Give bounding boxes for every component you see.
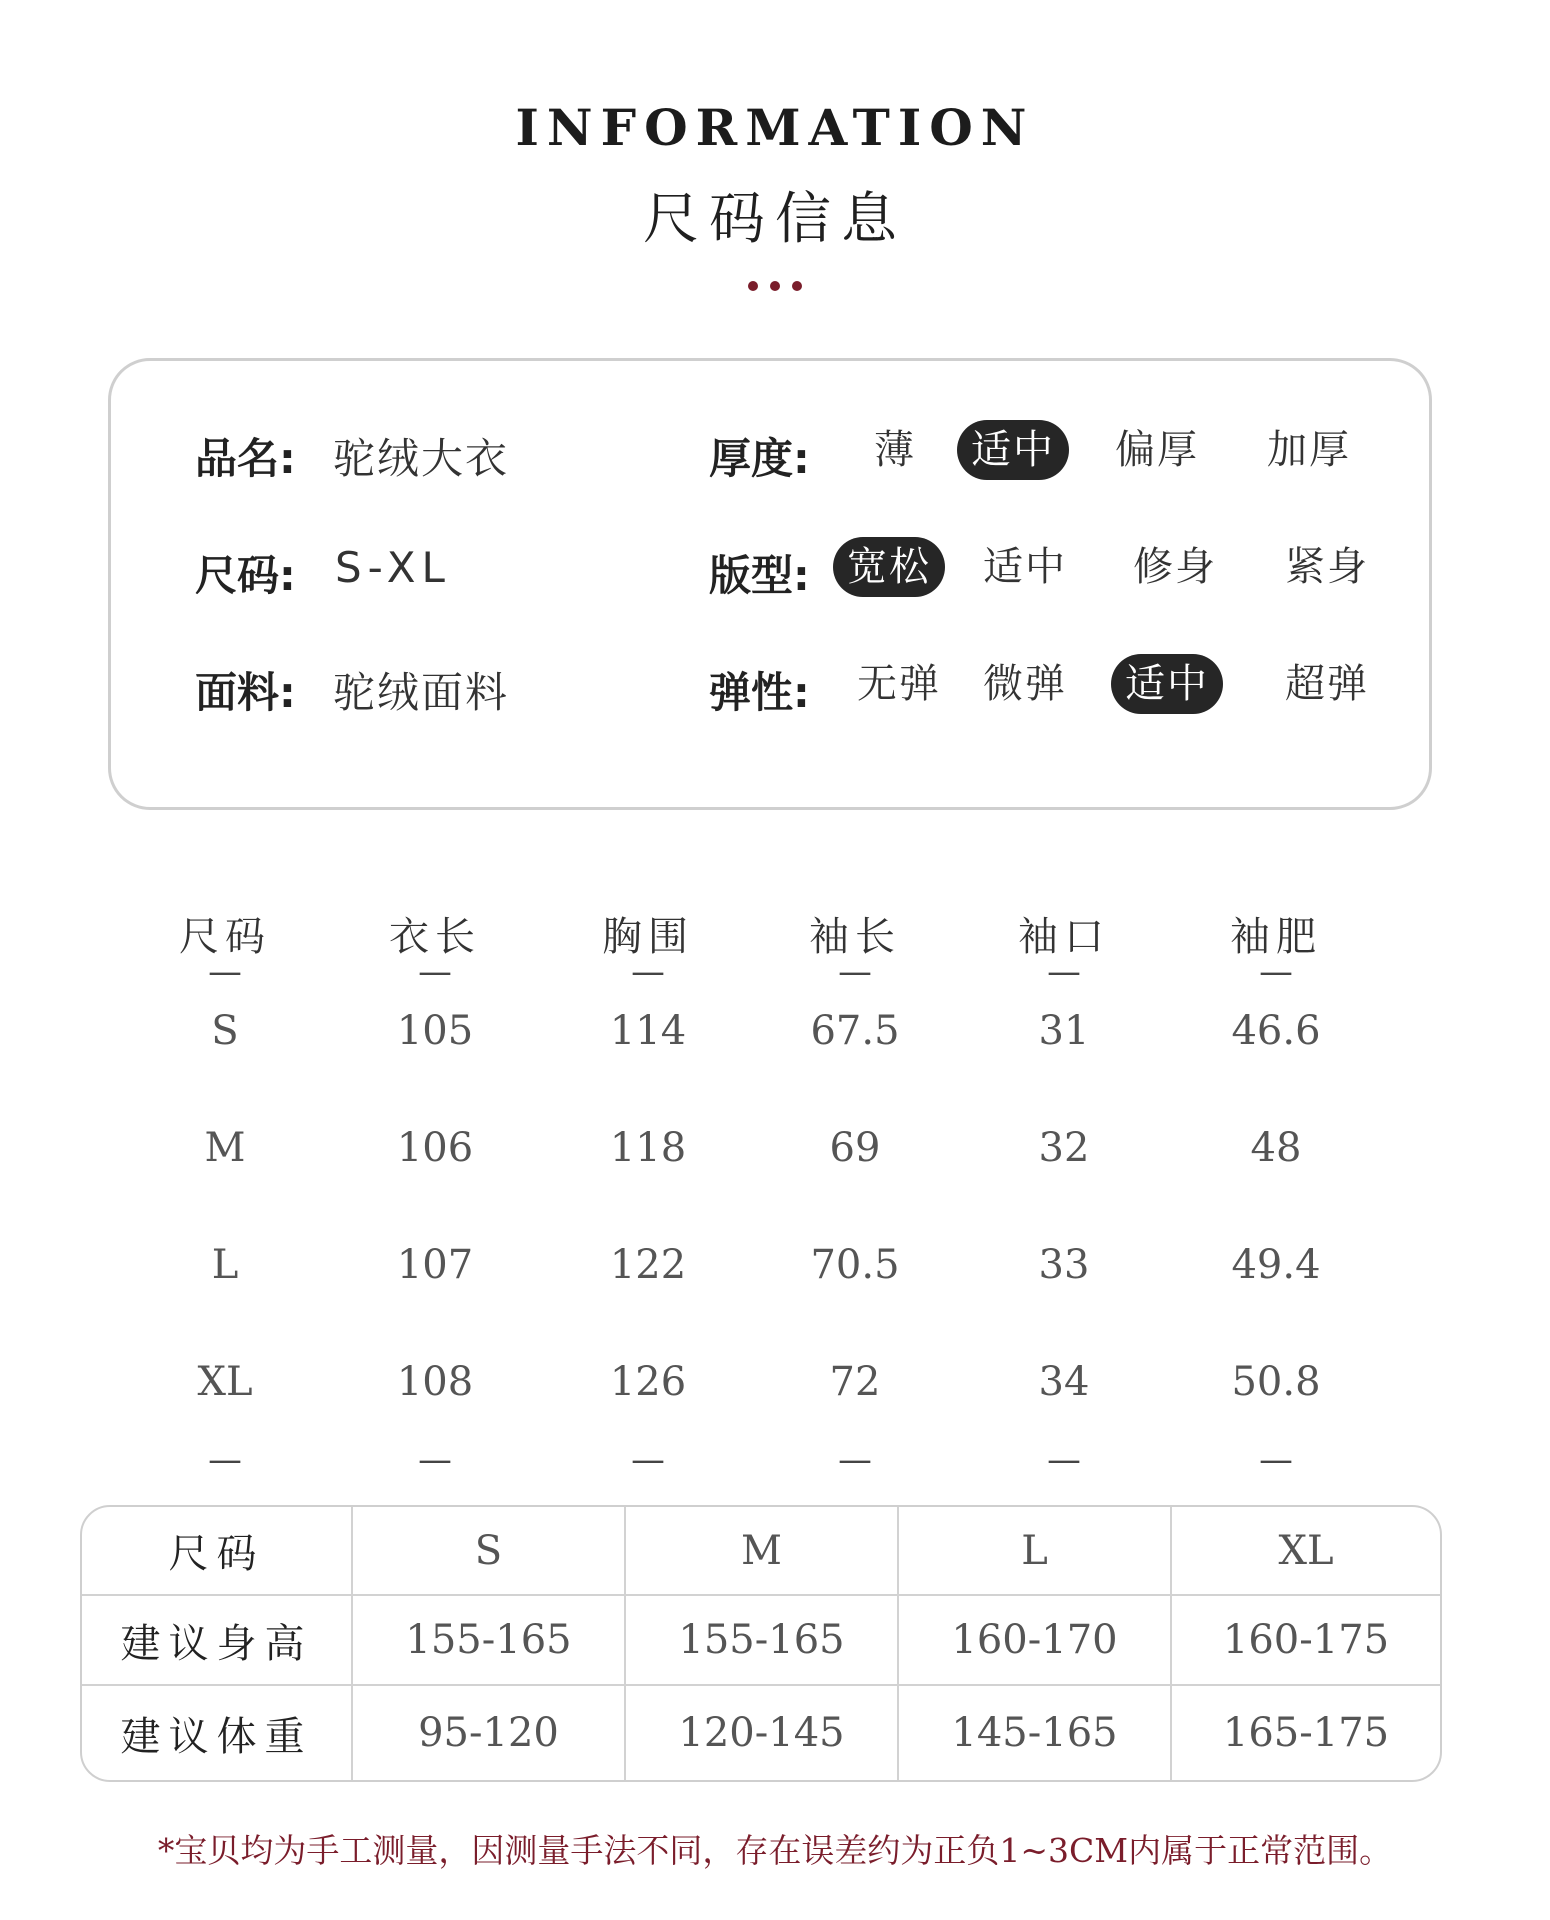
info-row-fabric-elasticity (111, 650, 1429, 720)
table-cell: 67.5 (810, 1008, 900, 1054)
measurement-note: *宝贝均为手工测量，因测量手法不同，存在误差约为正负1~3CM内属于正常范围。 (157, 1831, 1393, 1870)
table-cell: XL (197, 1359, 253, 1405)
table-cell: 108 (396, 1359, 474, 1405)
table-row (82, 1507, 1440, 1595)
col-header-cuff: 袖口 (1018, 914, 1110, 960)
rec-cell: 160-175 (1171, 1595, 1440, 1685)
table-cell: 70.5 (810, 1242, 900, 1288)
info-row-name-thickness (111, 416, 1429, 486)
table-cell: 32 (1038, 1125, 1090, 1171)
table-cell: 50.8 (1231, 1359, 1321, 1405)
header-dash: — (208, 952, 242, 992)
footer-dash: — (631, 1440, 665, 1480)
elasticity-option: 无弹 (857, 661, 941, 707)
thickness-option-selected: 适中 (957, 420, 1069, 480)
elasticity-option-selected: 适中 (1111, 654, 1223, 714)
table-cell: M (204, 1125, 246, 1171)
size-label: 尺码: (195, 551, 296, 600)
size-recommendation-table (80, 1505, 1442, 1782)
fit-option: 修身 (1133, 544, 1217, 590)
table-cell: 49.4 (1231, 1242, 1321, 1288)
table-row (82, 1685, 1440, 1780)
fit-label: 版型: (709, 551, 810, 600)
table-cell: 114 (609, 1008, 687, 1054)
table-cell: 48 (1250, 1125, 1302, 1171)
rec-cell: 95-120 (352, 1685, 625, 1780)
rec-cell: 165-175 (1222, 1710, 1390, 1756)
footer-dash: — (1047, 1440, 1081, 1480)
product-info-card (108, 358, 1432, 810)
dot (792, 281, 802, 291)
table-cell: L (211, 1242, 239, 1288)
dot (770, 281, 780, 291)
rec-header-cell: S (352, 1507, 625, 1595)
table-cell: 72 (829, 1359, 881, 1405)
page-title: 尺码信息 (643, 187, 907, 252)
header-dash: — (1259, 952, 1293, 992)
fabric-value: 驼绒面料 (333, 668, 510, 717)
elasticity-label: 弹性: (709, 668, 810, 717)
header-dash: — (1047, 952, 1081, 992)
footer-dash: — (838, 1440, 872, 1480)
footer-dash: — (1259, 1440, 1293, 1480)
fabric-label: 面料: (195, 668, 296, 717)
table-row (82, 1595, 1440, 1685)
thickness-label: 厚度: (709, 434, 810, 483)
col-header-chest: 胸围 (602, 914, 694, 960)
info-row-size-fit (111, 533, 1429, 603)
name-value: 驼绒大衣 (333, 434, 510, 483)
size-value: S-XL (335, 543, 451, 592)
table-cell: 105 (396, 1008, 474, 1054)
header-dash: — (418, 952, 452, 992)
col-header-size: 尺码 (179, 914, 271, 960)
col-header-sleeve-width: 袖肥 (1230, 914, 1322, 960)
section-eyebrow: INFORMATION (515, 98, 1035, 157)
elasticity-option: 超弹 (1285, 661, 1369, 707)
thickness-option: 偏厚 (1115, 427, 1199, 473)
table-cell: 34 (1038, 1359, 1090, 1405)
footer-dash: — (208, 1440, 242, 1480)
footer-dash: — (418, 1440, 452, 1480)
rec-row-weight-label: 建议体重 (82, 1685, 352, 1780)
elasticity-option: 微弹 (983, 661, 1067, 707)
table-cell: 46.6 (1231, 1008, 1321, 1054)
rec-header-size: 尺码 (82, 1507, 352, 1595)
col-header-length: 衣长 (389, 914, 481, 960)
title-dots (0, 276, 1550, 295)
rec-header-cell: M (625, 1507, 898, 1595)
fit-option: 紧身 (1285, 544, 1369, 590)
thickness-option: 薄 (874, 427, 916, 473)
table-cell: 107 (396, 1242, 474, 1288)
rec-header-cell: XL (1171, 1507, 1440, 1595)
table-cell: 31 (1038, 1008, 1090, 1054)
fit-option-selected: 宽松 (833, 537, 945, 597)
rec-cell: 145-165 (898, 1685, 1171, 1780)
header-dash: — (838, 952, 872, 992)
table-cell: 118 (609, 1125, 687, 1171)
rec-cell: 160-170 (898, 1595, 1171, 1685)
table-cell: S (211, 1008, 239, 1054)
rec-row-height-label: 建议身高 (82, 1595, 352, 1685)
rec-cell: 155-165 (352, 1595, 625, 1685)
table-cell: 126 (609, 1359, 687, 1405)
table-cell: 122 (609, 1242, 687, 1288)
rec-header-cell: L (898, 1507, 1171, 1595)
table-cell: 106 (396, 1125, 474, 1171)
fit-option: 适中 (983, 544, 1067, 590)
thickness-option: 加厚 (1267, 427, 1351, 473)
rec-cell: 155-165 (625, 1595, 898, 1685)
table-cell: 33 (1038, 1242, 1090, 1288)
rec-cell: 120-145 (625, 1685, 898, 1780)
name-label: 品名: (195, 434, 296, 483)
table-cell: 69 (829, 1125, 881, 1171)
header-dash: — (631, 952, 665, 992)
dot (748, 281, 758, 291)
col-header-sleeve-length: 袖长 (809, 914, 901, 960)
